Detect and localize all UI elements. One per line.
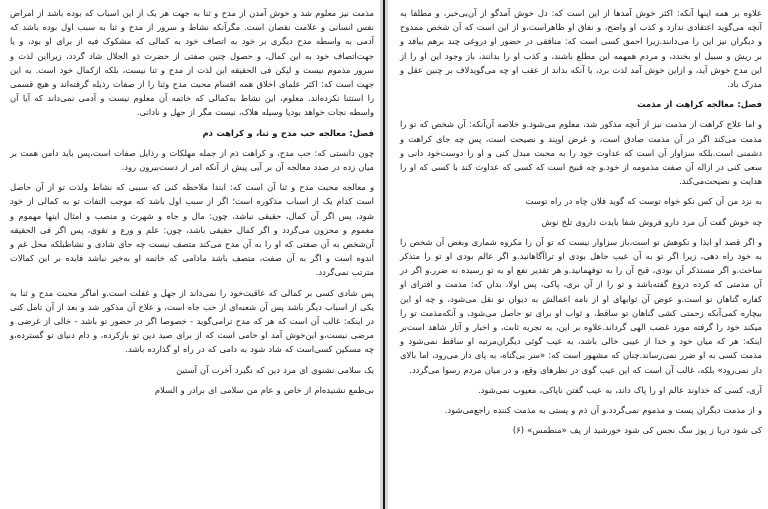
verse-line: یک سلامی نشنوی ای مرد دین که نگیرد آخرت آن آستین [176,364,374,375]
section-heading: فصل: معالجه کراهت از مذمت [637,99,762,110]
paragraph: و از مذمت دیگران پست و مذموم نمی‌گردد.و آن ذم و پستی به مذمت کننده راجع‌می‌شود. [444,405,762,416]
paragraph: و معالجه محبت مدح و ثنا آن است که: ابتدا ملاحظه کنی که سببی که نشاط ولذت تو از آن حاصل است کدام یک از اسباب مذکوره است؛ اگر از سبب اول باشد که موجب التفات تو به کمالی از خود شود، پس اگر آن کمال، حقیقی نباشد، چون: مال و جاه و شهرت و منصب و امثال اینها مهموم و مغموم و محزون می‌گردد و اگر کمال حقیقی باشد، چون: علم و ورع و تقوی، پس اگر فی الحقیقه آن‌شخص به آن صفتی که او را به آن مدح می‌کند متصف نیست چه جای شادی و نشاطبلکه محل غم و اندوه است و اگر به آن صفت، متصف باشد مادامی که خاتمه او به‌خیر نباشد فایده بر این کمالات مترتب نمی‌گردد. [10,182,374,278]
paragraph: آری، کسی که خداوند عالم او را پاک داند، به عیب گفتن ناپاکی، معیوب نمی‌شود. [477,384,762,395]
verse-line: بی‌طمع نشنیده‌ام از خاص و عام من سلامی ای برادر و السلام [154,384,374,395]
paragraph: چون دانستی که: حب مدح، و کراهت ذم از جمله مهلکات و رذایل صفات است،پس باید دامن همت بر میان زده در صدد معالجه آن بر آیی پیش از آنکه امر از دست‌بیرون رود. [10,147,374,173]
section-heading: فصل: معالجه حب مدح و ثنا، و کراهت ذم [202,127,374,138]
paragraph: و اما علاج کراهت از مذمت نیز از آنچه مذکور شد، معلوم می‌شود.و خلاصه آن‌آنکه: آن شخص که تو را مذمت می‌کند اگر در آن مذمت صادق است، و غرض اوپند و نصیحت است، پس چه جای کراهت و دشمنی است.بلکه سزاوار آن است که عداوت خود را به محبت مبدل کنی و او را دوست‌خود دانی و سعی کنی در ازاله آن صفت مذمومه از خود.و چه قبیح است که کسی که عداوت کند با کسی که او را هدایت و نصیحت‌می‌کند. [400,119,762,187]
verse-line: به نزد من آن کس نکو خواه توست که گوید فلان چاه در راه توست [525,196,762,207]
paragraph: پس شادی کسی بر کمالی که عاقبت‌خود را نمی‌داند از جهل و غفلت است.و اماگر محبت مدح و ثنا به یکی از اسباب دیگر باشد پس آن شعبه‌ای از حب جاه است، و علاج آن مذکور شد و بعد از آن تامل کنی در اینکه: غالب آن است که هر که مدح ترامی‌گوید - خصوصا اگر در حضور تو باشد - خالی از غرضی و مرضی نیست،و این‌خوش آمد او خامی است که از برای صید دین تو بازکرده، و دام دنیای تو گسترده،و چه مسکین کسی‌است که شاد شود به دامی که در راه او گذارده باشد. [10,287,374,355]
paragraph: و اگر قصد او ایذا و نکوهش تو است،باز سزاوار نیست که تو آن را مکروه شماری وبغض آن شخص را به خود راه دهی، زیرا اگر تو به آن عیب جاهل بودی او تراآگاهانید.و اگر عالم بودی او تو را متذکر ساخت.و اگر مستذکر آن بودی، قبح آن را به توفهمانید.و هر تقدیر نفع او به تو رسیده نه ضرر.و اگر در آن مذمتی که کرده دروغ گفته‌باشد و تو را از آن بری، پاکی، پس اولا، بدان که: مذمت و افترای او کفاره گناهان تو است.و عوض آن ثوابهای او از نامه اعمالش به دیوان تو نقل می‌شود، و چه او این بیچاره کمی‌آنکه زحمتی کشی گناهان تو ساقط، و ثواب او برای تو حاصل می‌شود، و آنکه‌مذمت تو را میکند خود را گرفته مورد غضب الهی گرداند.علاوه بر این، به تجربه ثابت، و اخبار و آثار شاهد است‌بر اینکه: هر که میان خود و خدا از عیبی خالی باشد، به عیب گوئی دیگران‌مرتبه او ساقط نمی‌شود و مذمت کسی به او ضرر نمی‌رساند.چنان که مشهور است که: «سر بی‌گناه، به پای دار می‌رود، اما بالای دار نمی‌رود» بلکه، غالب آن است که این عیب گوی در نظرهای وقع، و در میان مردم رسوا می‌گردد. [400,236,762,375]
verse-line: کی شود دریا ز پوز سگ نجس کی شود خورشید از پف «منطمس» (۶) [512,425,762,436]
right-page [388,0,768,509]
page-divider [383,0,385,509]
left-page [0,0,380,509]
paragraph: مذمت نیز معلوم شد و خوش آمدن از مدح و ثنا به جهت هر یک از این اسباب که بوده باشد از امراض نفس انسانی و علامت نقصان است. مگرآنکه نشاط و سرور از مدح و ثنا به سبب اول بوده باشد که آدمی به واسطه مدح دیگری بر خود به اتصاف خود به کمالی که مشکوک فیه از برای او بود، و یا جهت‌اتصاف خود به این کمال، و حصول چنین صفتی از حضرت ذو الجلال شاد گردد، زیرااین لذت و سرور مذموم نیست و لیکن فی الحقیقه این لذت از مدح و ثنا نیست، بلکه ازکمال خود است. به این جهت است که: اکثر علمای اخلاق همه اقسام محبت مدح وثنا را از صفات رذیله گرفته‌اند و هیچ قسمی را استثنا نکرده‌اند. معلوم، این نشاط به‌کمالی که خاتمه آن معلوم نیست و آدمی نمی‌داند که آیا آن واسطه نجات خواهد بودیا وسیله هلاک، نیست مگر از جهل و نادانی. [10,8,374,118]
paragraph: علاوه بر همه اینها آنکه: اکثر خوش آمدها از این است که: دل خوش آمدگو از آن‌بی‌خبر، و مطلقا به آنچه می‌گوید اعتقادی ندارد و کذب او واضح، و نفاق او ظاهراست،و از این است که آن شخص ممدوح و دیگران نیز این را می‌دانند.زیرا احمق کسی است که: منافقی در حضور او دروغی چند برهم بیافد و بر ریش و سبیل او بخندد، و مردم همهمه این مطلع باشند، و کذب او را بدانند، باز وجود این او را از این مدح خوش آید، و ازاین خوش آمد لذت برد، با آنکه بداند از عقب او چه می‌گویدلاف بر چنین عقل و مدرک باد. [400,8,762,90]
verse-line: چه خوش گفت آن مرد دارو فروش شفا بایدت داروی تلخ نوش [541,216,762,227]
